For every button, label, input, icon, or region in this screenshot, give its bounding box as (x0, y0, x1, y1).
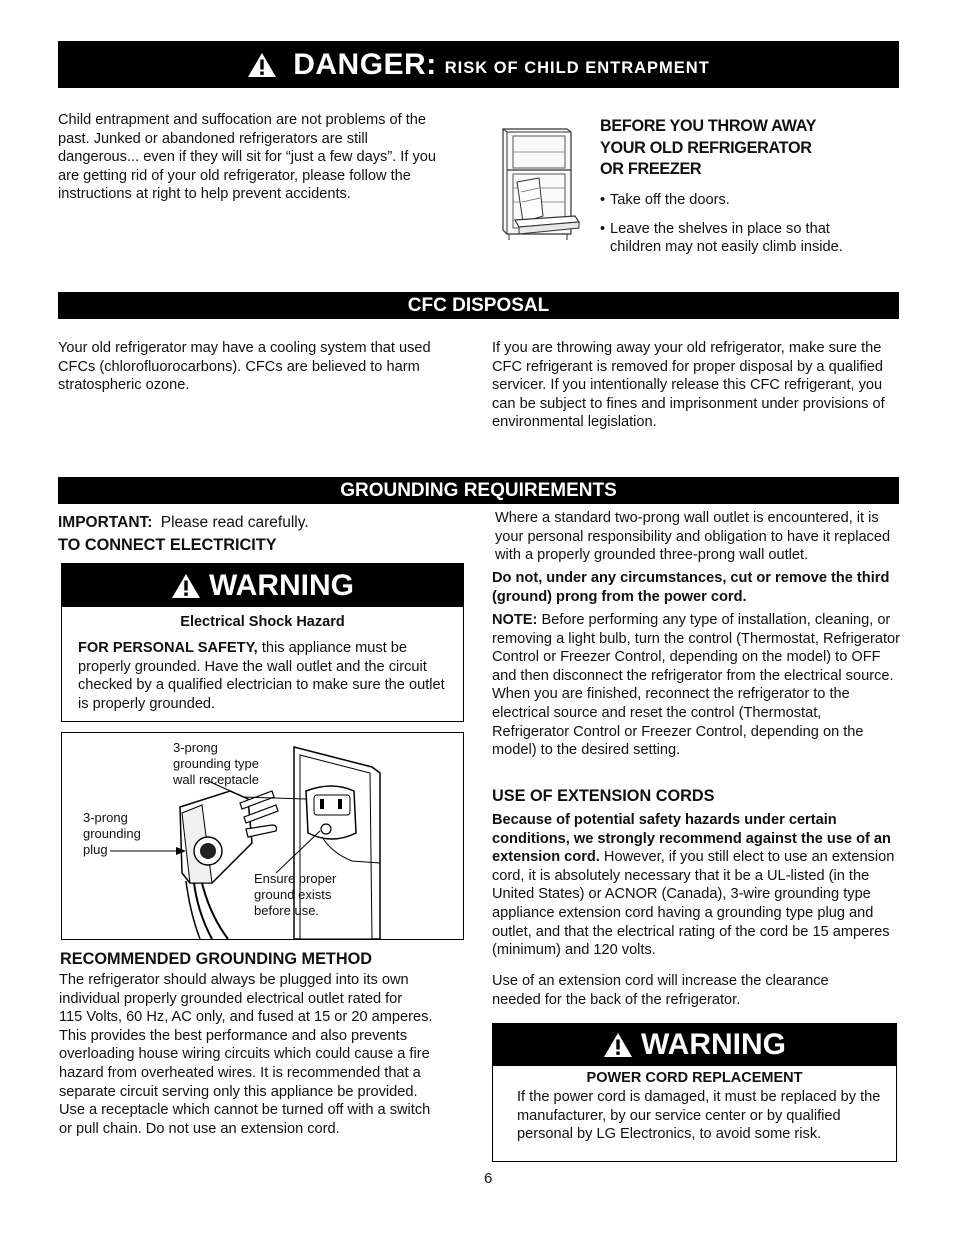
do-not-cut-prong-text: Do not, under any circumstances, cut or remove the third (ground) prong from the power cord. (492, 570, 890, 605)
warning-power-cord (492, 1023, 897, 1162)
extension-cords-heading: USE OF EXTENSION CORDS (492, 787, 715, 805)
warning-header: WARNING (62, 564, 463, 607)
extension-cords-text: Because of potential safety hazards under certain conditions, we strongly recommend against the use of an extension cord. However, if you still elect to use an extension cord, it is absolutely necessary that it be a UL-listed (in the United States) or ACNOR (Canada), 3-wire grounding type appliance extension cord having a grounding type plug and outlet, and that the electrical rating of the cord be 15 amperes (minimum) and 120 volts. (492, 812, 895, 959)
warning-triangle-icon (247, 52, 277, 78)
cfc-left-text: Your old refrigerator may have a cooling system that used CFCs (chlorofluorocarbons). CFCs are believed to harm stratospheric ozone. (58, 340, 431, 394)
refrigerator-doors-removed-illustration (495, 126, 583, 246)
grounding-requirements-header: GROUNDING REQUIREMENTS (58, 477, 899, 504)
list-item: • Leave the shelves in place so that children may not easily climb inside. (600, 220, 843, 256)
danger-title: DANGER: (293, 47, 437, 81)
grounding-plug-figure (61, 732, 464, 940)
throw-away-heading: BEFORE YOU THROW AWAY YOUR OLD REFRIGERATOR OR FREEZER (600, 117, 817, 178)
cfc-right-text: If you are throwing away your old refrigerator, make sure the CFC refrigerant is removed for proper disposal by a qualified servicer. If you intentionally release this CFC refrigerant, you can be subject to fines and imprisonment under provisions of environmental legislation. (492, 340, 885, 431)
ensure-ground-label: Ensure proper ground exists before use. (254, 871, 337, 918)
list-item: • Take off the doors. (600, 192, 730, 208)
cfc-disposal-header: CFC DISPOSAL (58, 292, 899, 319)
receptacle-label: 3-prong grounding type wall receptacle (173, 740, 260, 787)
warning-triangle-icon (603, 1032, 633, 1058)
warning-electrical-shock (61, 563, 464, 722)
note-text: NOTE: Before performing any type of installation, cleaning, or removing a light bulb, turn the control (Thermostat, Refrigerator Control or Freezer Control, depending on the model) to OFF and then disconnect the refrigerator from the electrical source. When you are finished, reconnect the refrigerator to the electrical source and reset the control (Thermostat, Refrigerator Control or Freezer Control, depending on the model) to the desired setting. (492, 612, 900, 759)
warning-text: If the power cord is damaged, it must be replaced by the manufacturer, by our service center or by qualified personal by LG Electronics, to avoid some risk. (517, 1089, 881, 1143)
danger-banner (58, 41, 899, 88)
page-number: 6 (484, 1170, 493, 1187)
warning-subtitle: POWER CORD REPLACEMENT (586, 1070, 803, 1086)
extension-clearance-text: Use of an extension cord will increase the clearance needed for the back of the refrigerator. (492, 973, 829, 1008)
warning-text: FOR PERSONAL SAFETY, this appliance must be properly grounded. Have the wall outlet and the circuit checked by a qualified electrician to make sure the outlet is properly grounded. (78, 640, 445, 712)
grounding-method-text: The refrigerator should always be plugged into its own individual properly grounded electrical outlet rated for 115 Volts, 60 Hz, AC only, and fused at 15 or 20 amperes. This provides the best performance and also prevents overloading house wiring circuits which could cause a fire hazard from overheated wires. It is recommended that a separate circuit serving only this appliance be provided. Use a receptacle which cannot be turned off with a switch or pull chain. Do not use an extension cord. (59, 972, 433, 1137)
entrapment-intro: Child entrapment and suffocation are not problems of the past. Junked or abandoned refrigerators are still dangerous... even if they will sit for “just a few days”. If you are getting rid of your old refrigerator, please follow the instructions at right to help prevent accidents. (58, 112, 436, 203)
two-prong-outlet-text: Where a standard two-prong wall outlet is encountered, it is your personal responsibility and obligation to have it replaced with a properly grounded three-prong wall outlet. (495, 510, 891, 564)
connect-electricity-heading: TO CONNECT ELECTRICITY (58, 536, 277, 554)
important-note: IMPORTANT: Please read carefully. (58, 514, 309, 531)
warning-subtitle: Electrical Shock Hazard (180, 614, 345, 630)
plug-label: 3-prong grounding plug (83, 810, 141, 857)
warning-header: WARNING (493, 1024, 896, 1066)
danger-subtitle: RISK OF CHILD ENTRAPMENT (444, 59, 710, 77)
grounding-method-heading: RECOMMENDED GROUNDING METHOD (60, 950, 373, 968)
throw-away-bullets (600, 191, 880, 257)
warning-triangle-icon (171, 573, 201, 599)
